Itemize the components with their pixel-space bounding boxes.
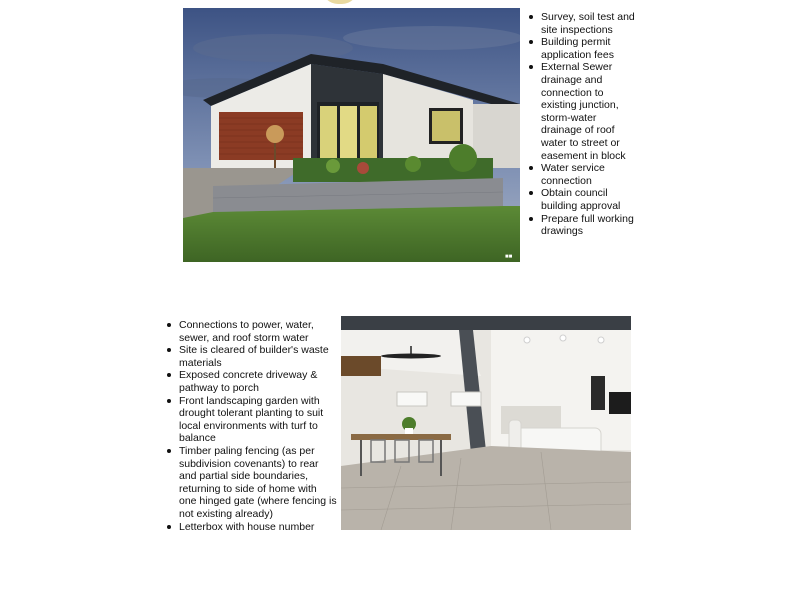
timber-lining	[341, 356, 381, 376]
lawn	[183, 206, 520, 262]
wall-art	[591, 376, 605, 410]
window-glow	[360, 106, 377, 162]
list-item: External Sewer drainage and connection to existing junction, storm-water drainage of roof water to street or easement in block	[527, 61, 637, 162]
house-exterior-photo	[183, 8, 520, 262]
tree	[266, 125, 284, 143]
inclusions-list-bottom	[165, 319, 337, 533]
window-glow	[320, 106, 337, 162]
side-window-glow	[432, 111, 460, 141]
inclusions-list-top	[527, 11, 637, 238]
list-item: Site is cleared of builder's waste materials	[165, 344, 337, 369]
svg-text:■■: ■■	[505, 254, 513, 260]
list-item: Building permit application fees	[527, 36, 637, 61]
logo-mark	[322, 0, 358, 4]
window	[397, 392, 427, 406]
list-item: Letterbox with house number	[165, 521, 337, 534]
list-item: Connections to power, water, sewer, and roof storm water	[165, 319, 337, 344]
dining-table	[351, 434, 451, 440]
ceiling-fan	[381, 354, 441, 359]
interior-illustration	[341, 316, 631, 530]
ceiling-beam	[341, 316, 631, 330]
list-item: Obtain council building approval	[527, 187, 637, 212]
television	[609, 392, 631, 414]
house-exterior-illustration	[183, 8, 520, 262]
list-item: Survey, soil test and site inspections	[527, 11, 637, 36]
window	[451, 392, 481, 406]
interior-photo	[341, 316, 631, 530]
list-item: Exposed concrete driveway & pathway to porch	[165, 369, 337, 394]
window-glow	[340, 106, 357, 162]
cloud	[343, 26, 520, 50]
list-item: Front landscaping garden with drought tolerant planting to suit local environments with turf to balance	[165, 395, 337, 445]
list-item: Timber paling fencing (as per subdivision covenants) to rear and partial side boundaries, returning to side of home with one hinged gate (where fencing is not existing already)	[165, 445, 337, 521]
list-item: Water service connection	[527, 162, 637, 187]
list-item: Prepare full working drawings	[527, 213, 637, 238]
